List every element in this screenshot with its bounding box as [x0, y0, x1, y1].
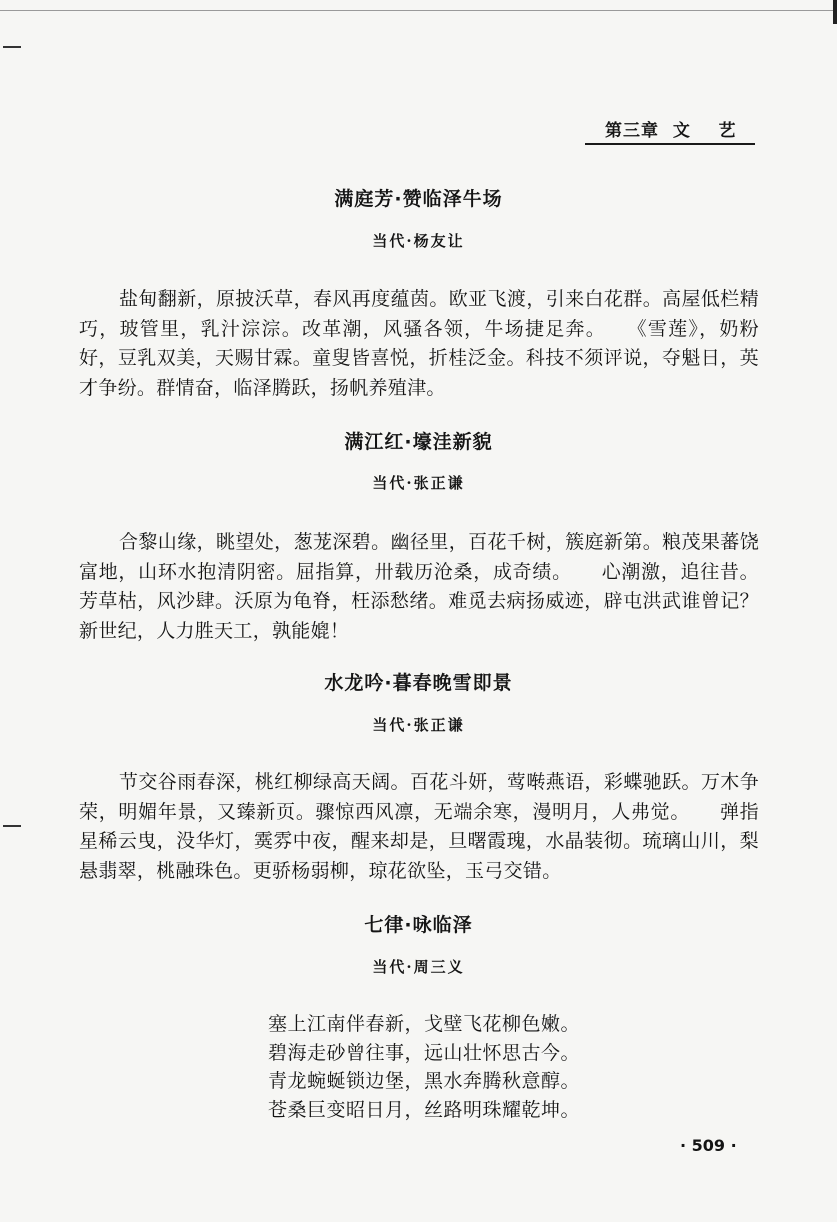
poem-body: 合黎山缘，眺望处，葱茏深碧。幽径里，百花千树，簇庭新第。粮茂果蕃饶富地，山环水抱清阴密。屈指算，卅载历沧桑，成奇绩。 心潮激，追往昔。芳草枯，风沙肆。沃原为龟脊，枉添愁绪。难觅去病扬威迹，辟屯洪武谁曾记？新世纪，人力胜天工，孰能媲！ — [79, 531, 759, 642]
poem-author: 当代·张正谦 — [372, 474, 465, 492]
verse-line: 塞上江南伴春新，戈壁飞花柳色嫩。 — [268, 1013, 581, 1035]
margin-tick-mark — [3, 46, 21, 48]
poem-title: 满庭芳·赞临泽牛场 — [334, 188, 503, 210]
scan-corner-mark — [833, 0, 837, 24]
chapter-header-text: 第三章 文 艺 — [605, 121, 737, 141]
verse-line: 青龙蜿蜒锁边堡，黑水奔腾秋意醇。 — [268, 1070, 581, 1092]
scan-top-edge — [0, 10, 837, 11]
poem-author: 当代·杨友让 — [372, 232, 465, 250]
page-number: · 509 · — [680, 1136, 737, 1155]
verse-line: 苍桑巨变昭日月，丝路明珠耀乾坤。 — [268, 1098, 581, 1121]
verse-block — [268, 1010, 588, 1124]
margin-tick-mark — [3, 825, 21, 827]
poem-title: 水龙吟·暮春晚雪即景 — [324, 672, 513, 694]
poem-author: 当代·周三义 — [372, 958, 465, 976]
verse-line: 碧海走砂曾往事，远山壮怀思古今。 — [268, 1041, 581, 1064]
poem-body: 节交谷雨春深，桃红柳绿高天阔。百花斗妍，莺啭燕语，彩蝶驰跃。万木争荣，明媚年景，又臻新页。骤惊西风凛，无端余寒，漫明月，人弗觉。 弹指星稀云曳，没华灯，霙雰中夜，醒来却是，旦曙霞瑰，水晶装彻。琉璃山川，梨悬翡翠，桃融珠色。更骄杨弱柳，琼花欲坠，玉弓交错。 — [79, 771, 759, 882]
poem-title: 七律·咏临泽 — [364, 914, 473, 936]
poem-author: 当代·张正谦 — [372, 716, 465, 734]
poem-title: 满江红·壕洼新貌 — [344, 431, 493, 453]
header-underline — [585, 143, 755, 145]
poem-body: 盐甸翻新，原披沃草，春风再度蕴茵。欧亚飞渡，引来白花群。高屋低栏精巧，玻管里，乳汁淙淙。改革潮，风骚各领，牛场捷足奔。 《雪莲》，奶粉好，豆乳双美，天赐甘霖。童叟皆喜悦，折桂泛金。科技不须评说，夺魁日，英才争纷。群情奋，临泽腾跃，扬帆养殖津。 — [79, 288, 759, 399]
